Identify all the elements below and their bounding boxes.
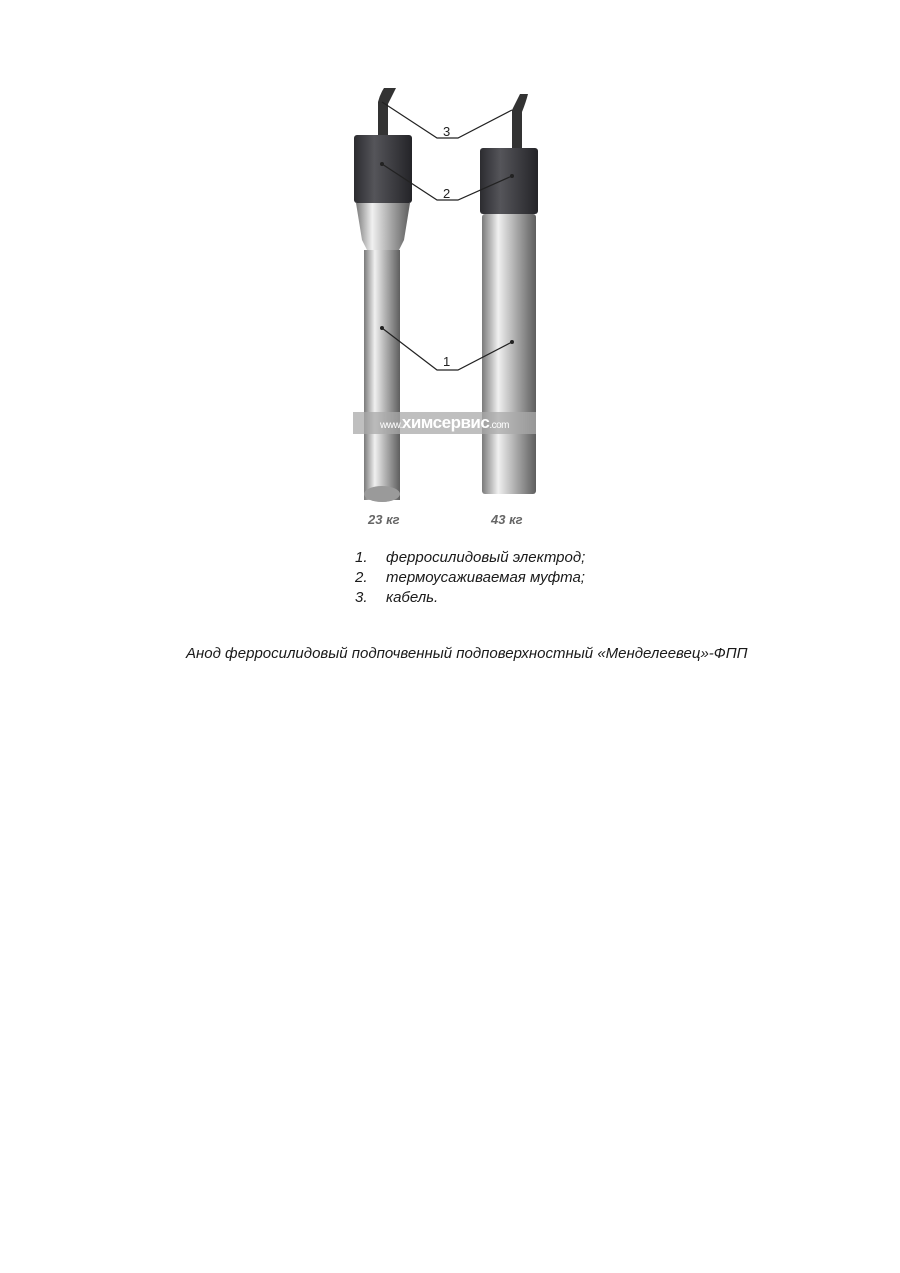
watermark: www.химсервис.com — [353, 412, 536, 434]
callout-3: 3 — [443, 124, 451, 139]
callout-2: 2 — [443, 186, 451, 201]
callout-1: 1 — [443, 354, 451, 369]
anode-illustration — [340, 80, 560, 540]
weight-right: 43 кг — [491, 512, 523, 527]
legend-item: 1. ферросилидовый электрод; — [355, 549, 586, 566]
legend-list — [355, 548, 585, 608]
left-anode — [354, 88, 412, 502]
legend-item: 3. кабель. — [355, 589, 439, 606]
legend-item: 2. термоусаживаемая муфта; — [355, 569, 585, 586]
weight-left: 23 кг — [368, 512, 400, 527]
figure-caption: Анод ферросилидовый подпочвенный подповерхностный «Менделеевец»-ФПП — [186, 645, 748, 662]
anode-figure — [340, 80, 560, 540]
